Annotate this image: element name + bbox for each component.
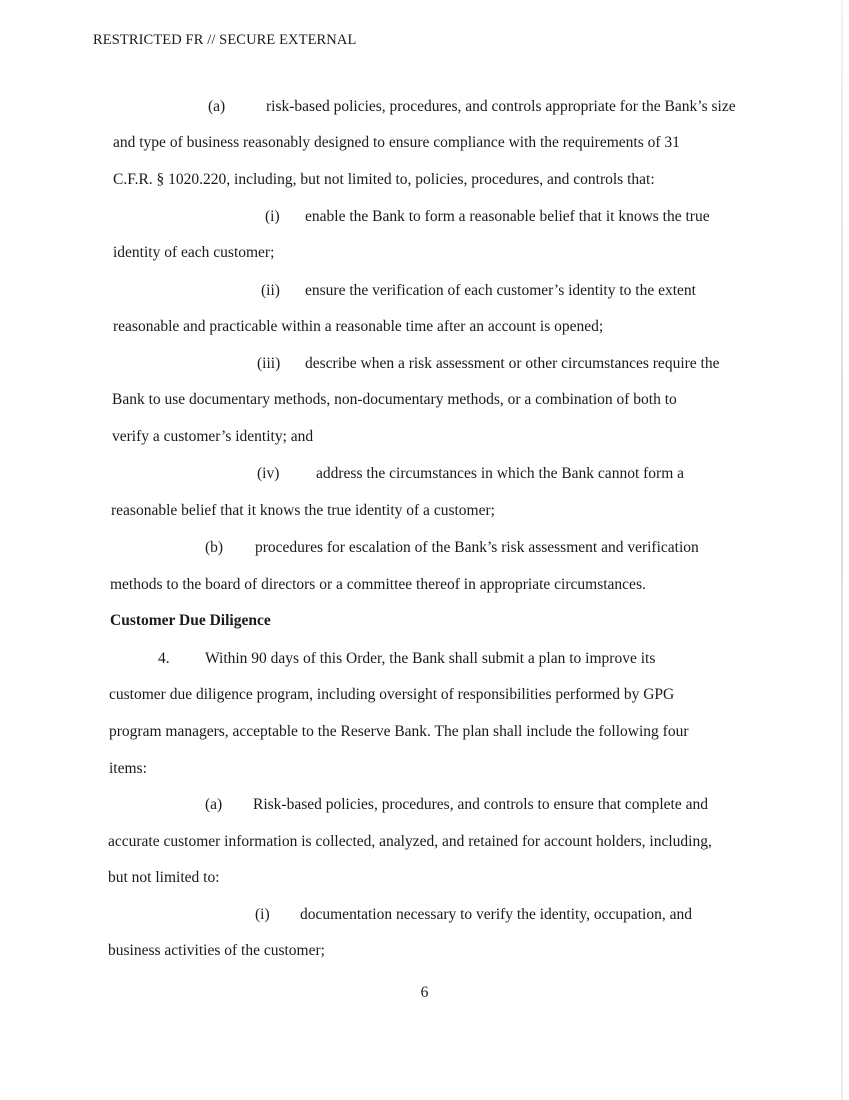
item-3a-iv-line-1: (iv) address the circumstances in which the Bank cannot form a	[257, 465, 685, 482]
item-4a-line-3: but not limited to:	[108, 869, 220, 886]
item-3a-line-3: C.F.R. § 1020.220, including, but not limited to, policies, procedures, and controls that:	[113, 171, 655, 188]
item-4a-line-2: accurate customer information is collected, analyzed, and retained for account holders, including,	[108, 833, 712, 850]
item-3a-i-line-2: identity of each customer;	[113, 244, 275, 261]
page-number: 6	[420, 984, 429, 1001]
item-3a-iii-line-2: Bank to use documentary methods, non-documentary methods, or a combination of both to	[112, 391, 677, 408]
item-3a-i-label: (i)	[265, 208, 280, 225]
item-3a-iii-label: (iii)	[257, 355, 281, 372]
item-4a-label: (a)	[205, 796, 223, 813]
item-4a-i-line-1: (i) documentation necessary to verify the identity, occupation, and	[255, 906, 692, 923]
item-3a-iv-line-2: reasonable belief that it knows the true identity of a customer;	[111, 502, 495, 519]
paragraph-4-number: 4.	[158, 650, 170, 667]
paragraph-4-line-2: customer due diligence program, including oversight of responsibilities performed by GPG	[109, 686, 675, 703]
item-3a-i-line-1: (i) enable the Bank to form a reasonable belief that it knows the true	[265, 208, 710, 225]
paragraph-4-line-3: program managers, acceptable to the Reserve Bank. The plan shall include the following four	[109, 723, 689, 740]
item-3b-line-1: (b) procedures for escalation of the Bank’s risk assessment and verification	[205, 539, 699, 556]
item-3a-line-2: and type of business reasonably designed to ensure compliance with the requirements of 31	[113, 134, 680, 151]
scan-edge	[841, 0, 843, 1100]
item-3a-ii-line-2: reasonable and practicable within a reasonable time after an account is opened;	[113, 318, 604, 335]
item-4a-i-line-2: business activities of the customer;	[108, 942, 325, 959]
paragraph-4-line-1: 4. Within 90 days of this Order, the Bank shall submit a plan to improve its	[158, 650, 656, 667]
item-3b-line-2: methods to the board of directors or a committee thereof in appropriate circumstances.	[110, 576, 646, 593]
item-3b-label: (b)	[205, 539, 224, 556]
item-3a-ii-line-1: (ii) ensure the verification of each customer’s identity to the extent	[261, 282, 696, 299]
item-4a-i-label: (i)	[255, 906, 270, 923]
item-3a-iii-line-3: verify a customer’s identity; and	[112, 428, 314, 445]
item-3a-iv-label: (iv)	[257, 465, 280, 482]
item-4a-line-1: (a) Risk-based policies, procedures, and controls to ensure that complete and	[205, 796, 708, 813]
item-3a-iii-line-1: (iii) describe when a risk assessment or other circumstances require the	[257, 355, 720, 372]
item-3a-label: (a)	[208, 98, 226, 115]
paragraph-4-line-4: items:	[109, 760, 147, 777]
classification-header: RESTRICTED FR // SECURE EXTERNAL	[93, 32, 357, 48]
item-3a-ii-label: (ii)	[261, 282, 280, 299]
item-3a-line-1: (a) risk-based policies, procedures, and controls appropriate for the Bank’s size	[208, 98, 736, 115]
section-heading-customer-due-diligence: Customer Due Diligence	[110, 612, 271, 629]
